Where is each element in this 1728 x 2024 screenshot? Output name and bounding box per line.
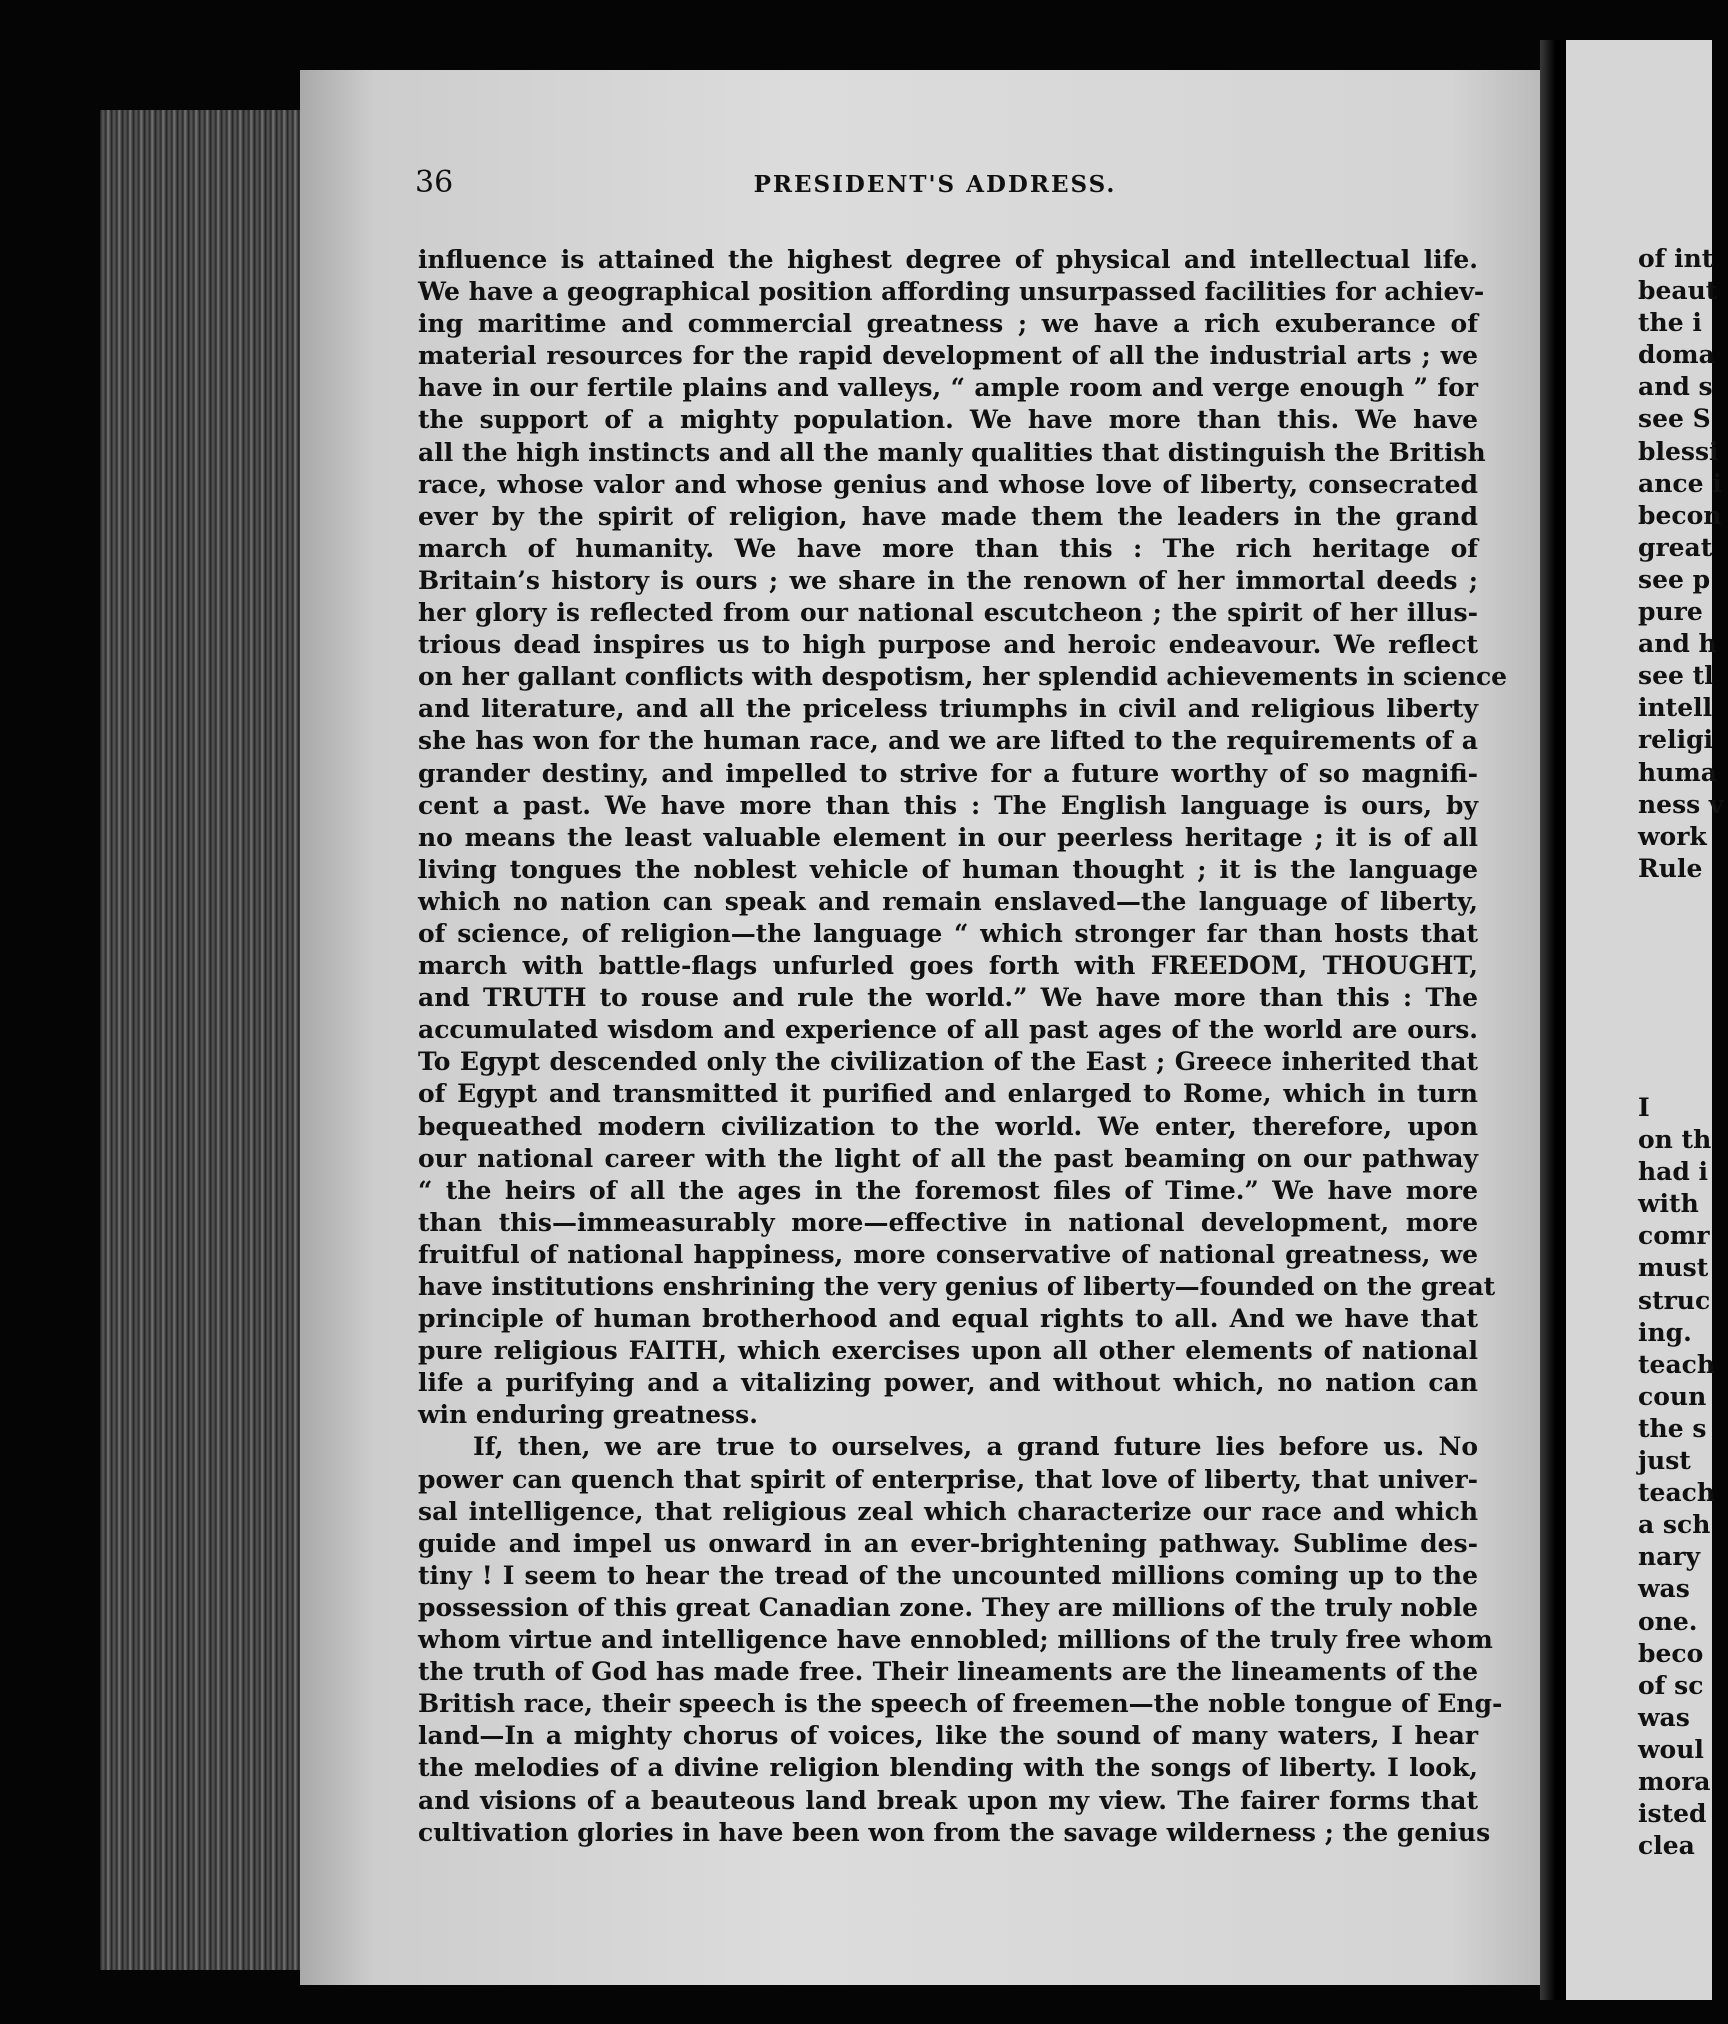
- facing-page-fragment: religi: [1638, 725, 1714, 755]
- text-line: fruitful of national happiness, more conservative of national greatness, we: [418, 1239, 1478, 1269]
- page-number: 36: [415, 165, 454, 200]
- running-head: PRESIDENT'S ADDRESS.: [753, 171, 1117, 198]
- text-line: the truth of God has made free. Their lineaments are the lineaments of the: [418, 1657, 1478, 1687]
- facing-page-fragment: mora: [1638, 1766, 1711, 1796]
- facing-page-fragment: Rule: [1638, 853, 1703, 883]
- facing-page-fragment: and h: [1638, 629, 1717, 659]
- text-line: Britain’s history is ours ; we share in the renown of her immortal deeds ;: [418, 565, 1478, 595]
- facing-page-fragment: ance i: [1638, 468, 1722, 498]
- facing-page-fragment: isted: [1638, 1799, 1707, 1829]
- text-line: no means the least valuable element in our peerless heritage ; it is of all: [418, 822, 1478, 852]
- facing-page-fragment: struc: [1638, 1285, 1711, 1315]
- text-line: cent a past. We have more than this : The English language is ours, by: [418, 790, 1478, 820]
- facing-page-fragment: was: [1638, 1702, 1690, 1732]
- text-line: living tongues the noblest vehicle of human thought ; it is the language: [418, 854, 1478, 884]
- text-line: pure religious FAITH, which exercises upon all other elements of national: [418, 1336, 1478, 1366]
- text-line: all the high instincts and all the manly qualities that distinguish the British: [418, 437, 1486, 467]
- text-line: possession of this great Canadian zone. They are millions of the truly noble: [418, 1592, 1478, 1622]
- facing-page-fragment: see tl: [1638, 661, 1714, 691]
- text-line: bequeathed modern civilization to the world. We enter, therefore, upon: [418, 1111, 1478, 1141]
- text-line: our national career with the light of all the past beaming on our pathway: [418, 1143, 1478, 1173]
- facing-page-fragment: of sc: [1638, 1670, 1704, 1700]
- facing-page-fragment: blessi: [1638, 436, 1719, 466]
- text-line: and visions of a beauteous land break upon my view. The fairer forms that: [418, 1785, 1478, 1815]
- text-line: ever by the spirit of religion, have made them the leaders in the grand: [418, 501, 1478, 531]
- text-line: To Egypt descended only the civilization of the East ; Greece inherited that: [418, 1047, 1478, 1077]
- text-line: have institutions enshrining the very genius of liberty—founded on the great: [418, 1272, 1496, 1301]
- book-spine-edges: [100, 110, 315, 1970]
- text-line: whom virtue and intelligence have ennobled; millions of the truly free whom: [418, 1625, 1493, 1655]
- book-gutter: [1540, 40, 1566, 2000]
- text-line: her glory is reflected from our national escutcheon ; the spirit of her illus-: [418, 598, 1478, 628]
- facing-page-fragment: beaut: [1638, 276, 1718, 306]
- text-line: on her gallant conflicts with despotism, her splendid achievements in science: [418, 662, 1508, 692]
- text-line: win enduring greatness.: [418, 1400, 758, 1430]
- text-line: of science, of religion—the language “ which stronger far than hosts that: [418, 918, 1478, 948]
- text-line: the support of a mighty population. We have more than this. We have: [418, 405, 1478, 435]
- facing-page-fragment: huma: [1638, 757, 1718, 787]
- facing-page-fragment: of int: [1638, 244, 1714, 273]
- facing-page-fragment: comr: [1638, 1221, 1710, 1251]
- facing-page-fragment: see p: [1638, 564, 1711, 594]
- text-line: life a purifying and a vitalizing power, and without which, no nation can: [418, 1368, 1478, 1398]
- page-header: [415, 165, 1455, 215]
- facing-page-fragment: ing.: [1638, 1317, 1692, 1347]
- text-line: power can quench that spirit of enterprise, that love of liberty, that univer-: [418, 1464, 1478, 1494]
- facing-page-fragment: teach: [1638, 1478, 1716, 1508]
- right-page-fragments-bottom: [1638, 1092, 1728, 1862]
- facing-page-fragment: just: [1638, 1446, 1691, 1476]
- text-line: she has won for the human race, and we are lifted to the requirements of a: [418, 726, 1478, 756]
- facing-page-fragment: see S: [1638, 404, 1711, 434]
- facing-page-fragment: becon: [1638, 500, 1722, 530]
- facing-page-fragment: on th: [1638, 1125, 1712, 1155]
- facing-page-fragment: must: [1638, 1253, 1709, 1283]
- text-line: guide and impel us onward in an ever-brightening pathway. Sublime des-: [418, 1528, 1478, 1558]
- facing-page-fragment: woul: [1638, 1734, 1704, 1764]
- text-line: march with battle-flags unfurled goes forth with FREEDOM, THOUGHT,: [418, 951, 1478, 981]
- text-line: trious dead inspires us to high purpose and heroic endeavour. We reflect: [418, 630, 1478, 660]
- facing-page-fragment: and s: [1638, 372, 1713, 402]
- text-line: have in our fertile plains and valleys, “ ample room and verge enough ” for: [418, 373, 1478, 403]
- text-line: which no nation can speak and remain enslaved—the language of liberty,: [418, 886, 1478, 916]
- text-line: tiny ! I seem to hear the tread of the uncounted millions coming up to the: [418, 1560, 1478, 1590]
- facing-page-fragment: teach: [1638, 1349, 1716, 1379]
- text-line: than this—immeasurably more—effective in national development, more: [418, 1207, 1478, 1237]
- text-line: race, whose valor and whose genius and whose love of liberty, consecrated: [418, 469, 1478, 499]
- text-line: land—In a mighty chorus of voices, like the sound of many waters, I hear: [418, 1721, 1478, 1751]
- facing-page-fragment: clea: [1638, 1831, 1695, 1861]
- text-line: march of humanity. We have more than this : The rich heritage of: [418, 533, 1478, 563]
- text-line: “ the heirs of all the ages in the foremost files of Time.” We have more: [418, 1175, 1478, 1205]
- text-line: accumulated wisdom and experience of all past ages of the world are ours.: [418, 1015, 1478, 1045]
- text-line: and literature, and all the priceless triumphs in civil and religious liberty: [418, 694, 1478, 724]
- facing-page-fragment: the i: [1638, 308, 1702, 338]
- text-line: If, then, we are true to ourselves, a grand future lies before us. No: [473, 1432, 1478, 1462]
- facing-page-fragment: beco: [1638, 1638, 1704, 1668]
- text-line: material resources for the rapid development of all the industrial arts ; we: [418, 341, 1478, 371]
- facing-page-fragment: the s: [1638, 1413, 1707, 1443]
- facing-page-fragment: with: [1638, 1189, 1699, 1219]
- text-line: grander destiny, and impelled to strive for a future worthy of so magnifi-: [418, 758, 1478, 788]
- facing-page-fragment: one.: [1638, 1606, 1698, 1636]
- facing-page-fragment: pure: [1638, 597, 1703, 627]
- facing-page-fragment: doma: [1638, 340, 1715, 370]
- facing-page-fragment: intell: [1638, 693, 1713, 723]
- facing-page-fragment: great: [1638, 532, 1713, 562]
- text-line: and TRUTH to rouse and rule the world.” We have more than this : The: [418, 983, 1478, 1013]
- text-line: of Egypt and transmitted it purified and enlarged to Rome, which in turn: [418, 1079, 1478, 1109]
- facing-page-fragment: a sch: [1638, 1510, 1711, 1540]
- facing-page-fragment: I: [1638, 1093, 1650, 1122]
- text-line: influence is attained the highest degree of physical and intellectual life.: [418, 245, 1478, 274]
- facing-page-fragment: had i: [1638, 1157, 1709, 1187]
- right-page-fragments-top: [1638, 243, 1728, 885]
- text-line: the melodies of a divine religion blending with the songs of liberty. I look,: [418, 1753, 1478, 1783]
- text-line: cultivation glories in have been won from the savage wilderness ; the genius: [418, 1817, 1491, 1847]
- body-text: [418, 244, 1508, 1849]
- facing-page-fragment: was: [1638, 1574, 1690, 1604]
- text-line: principle of human brotherhood and equal rights to all. And we have that: [418, 1304, 1478, 1334]
- text-line: sal intelligence, that religious zeal which characterize our race and which: [418, 1496, 1478, 1526]
- facing-page-fragment: ness v: [1638, 789, 1724, 819]
- facing-page-fragment: work: [1638, 821, 1707, 851]
- text-line: We have a geographical position affording unsurpassed facilities for achiev-: [418, 277, 1485, 307]
- facing-page-fragment: nary: [1638, 1542, 1701, 1572]
- text-line: ing maritime and commercial greatness ; we have a rich exuberance of: [418, 309, 1478, 339]
- facing-page-fragment: coun: [1638, 1381, 1707, 1411]
- text-line: British race, their speech is the speech of freemen—the noble tongue of Eng-: [418, 1689, 1503, 1719]
